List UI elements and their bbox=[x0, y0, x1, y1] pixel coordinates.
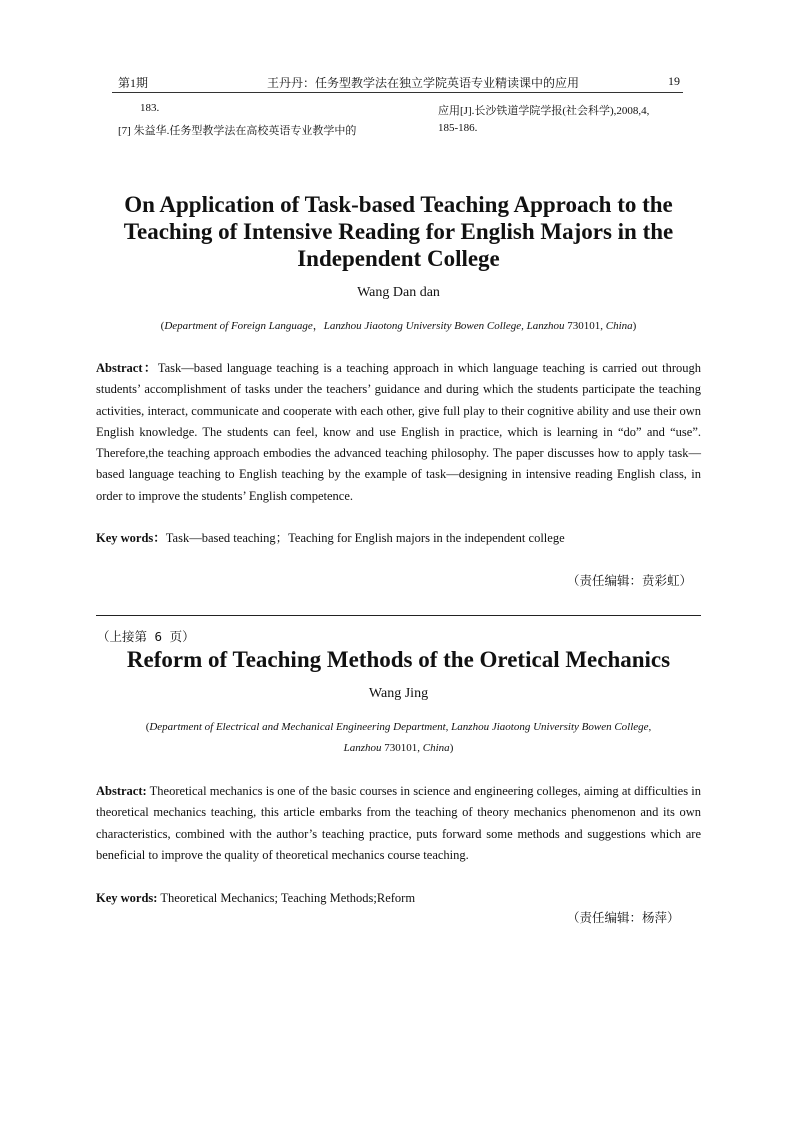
abstract2-text: Theoretical mechanics is one of the basic courses in science and engineering colleges, aiming at difficulties in theoretical mechanics teaching, this article embarks from the teaching of theory mechanics phenomenon and its own characteristics, combined with the author’s teaching practice, puts forward some methods and suggestions which are beneficial to improve the quality of theoretical mechanics course teaching. bbox=[96, 784, 701, 862]
keywords2-text: Theoretical Mechanics; Teaching Methods;Reform bbox=[157, 891, 416, 905]
running-title: 王丹丹：任务型教学法在独立学院英语专业精读课中的应用 bbox=[267, 76, 580, 90]
affil-department: Department of Foreign Language bbox=[164, 320, 313, 332]
affil-postcode: 730101, bbox=[564, 320, 606, 332]
article1-title bbox=[96, 191, 701, 272]
article1-title-line3: Independent College bbox=[297, 246, 500, 271]
affil2-line1 bbox=[96, 717, 701, 738]
keywords2-label: Key words: bbox=[96, 891, 158, 905]
article1-keywords bbox=[96, 528, 701, 549]
keywords-text: Task—based teaching；Teaching for English majors in the independent college bbox=[165, 531, 565, 545]
reference-left-line2: [7] 朱益华.任务型教学法在高校英语专业教学中的 bbox=[118, 125, 357, 137]
reference-left-line1: 183. bbox=[140, 102, 160, 114]
article1-title-line2: Teaching of Intensive Reading for English Majors in the bbox=[123, 219, 674, 244]
article2-author: Wang Jing bbox=[368, 686, 429, 701]
article2-editor: （责任编辑：杨萍） bbox=[567, 910, 680, 925]
article1-abstract bbox=[96, 358, 701, 507]
page-number: 19 bbox=[668, 74, 680, 88]
affil2-line2 bbox=[96, 738, 701, 759]
article2-abstract bbox=[96, 781, 701, 866]
article1-title-line1: On Application of Task-based Teaching Approach to the bbox=[124, 192, 673, 217]
reference-right-line1: 应用[J].长沙铁道学院学报(社会科学),2008,4, bbox=[438, 105, 650, 117]
abstract2-label: Abstract: bbox=[96, 784, 147, 798]
article1-author: Wang Dan dan bbox=[357, 285, 440, 300]
article2-title: Reform of Teaching Methods of the Oretical Mechanics bbox=[126, 647, 671, 672]
article1-affiliation bbox=[96, 316, 701, 337]
affil-country: China bbox=[605, 320, 633, 332]
affil2-country: China bbox=[422, 742, 450, 754]
affil2-open-paren: ( bbox=[145, 721, 150, 733]
affil2-close-paren: ) bbox=[449, 742, 454, 754]
affil-separator: ， bbox=[312, 320, 324, 332]
header-rule bbox=[112, 92, 683, 93]
article2-affiliation bbox=[96, 717, 701, 759]
article2-keywords bbox=[96, 888, 701, 909]
issue-number: 第1期 bbox=[118, 76, 149, 90]
article1-editor: （责任编辑：贲彩虹） bbox=[567, 573, 693, 588]
reference-right-line2: 185-186. bbox=[438, 122, 478, 134]
affil2-city: Lanzhou bbox=[343, 742, 382, 754]
keywords-label: Key words： bbox=[96, 531, 166, 545]
affil-close-paren: ) bbox=[632, 320, 637, 332]
continuation-note: （上接第 6 页） bbox=[97, 629, 195, 644]
affil2-postcode: 730101, bbox=[381, 742, 423, 754]
abstract-label: Abstract： bbox=[96, 361, 158, 375]
section-divider bbox=[96, 615, 701, 616]
abstract-text: Task—based language teaching is a teaching approach in which language teaching is carried out through students’ accomplishment of tasks under the teachers’ guidance and during which the students participate the teaching activities, interact, communicate and cooperate with each other, give full play to their cognitive ability and use their own English knowledge. The students can feel, know and use English in practice, which is learning in “do” and “use”. Therefore,the teaching approach embodies the advanced teaching philosophy. The paper discusses how to apply task—based language teaching to English teaching by the example of task—designing in intensive reading English class, in order to improve the students’ English competence. bbox=[96, 361, 701, 503]
affil-open-paren: ( bbox=[160, 320, 165, 332]
affil-college: Lanzhou Jiaotong University Bowen College, Lanzhou bbox=[323, 320, 565, 332]
affil2-department: Department of Electrical and Mechanical Engineering Department, Lanzhou Jiaotong University Bowen College, bbox=[149, 721, 652, 733]
